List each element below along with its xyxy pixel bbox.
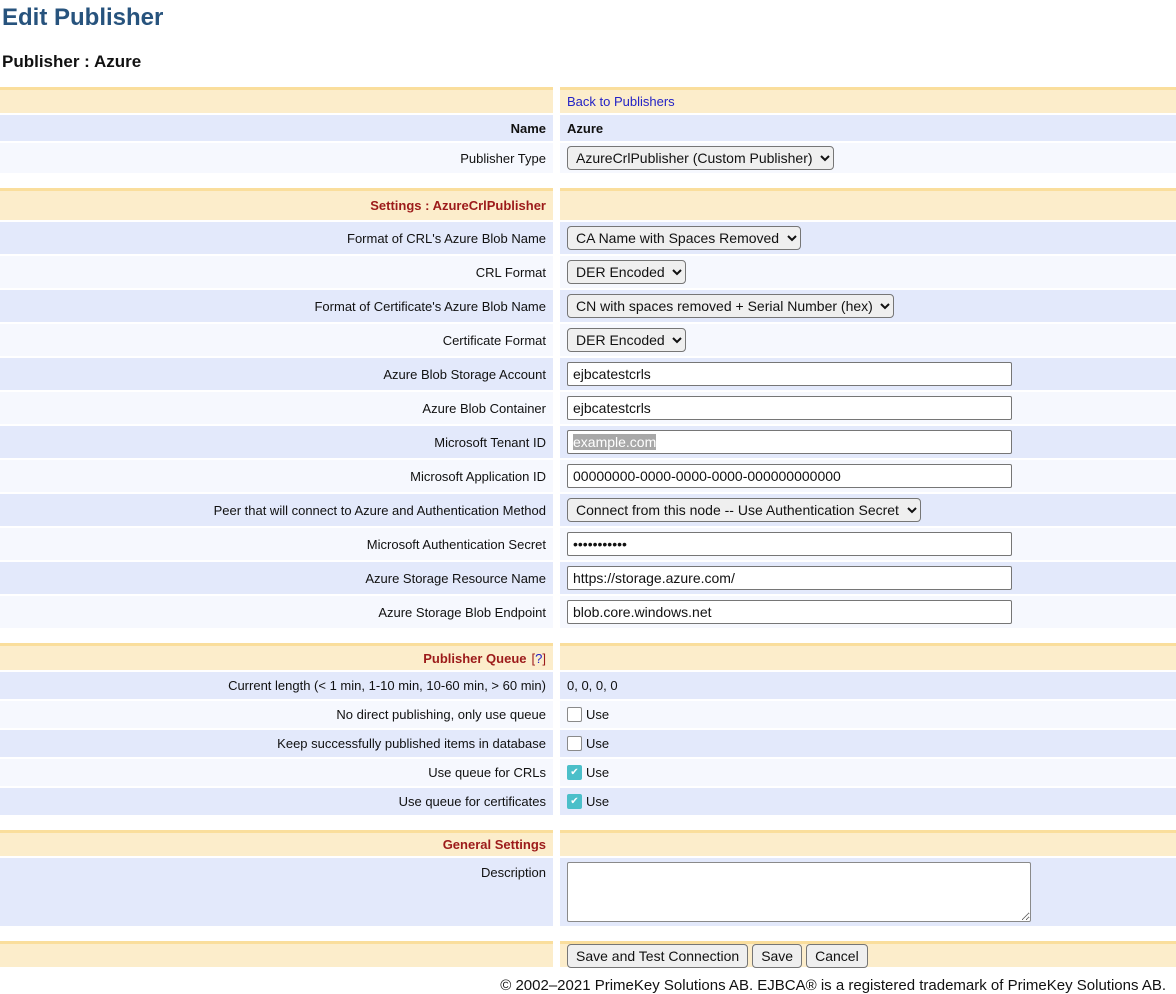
queue-certificates-use-label: Use (586, 794, 610, 809)
auth-secret-row (0, 528, 1176, 560)
publisher-type-select[interactable] (567, 146, 834, 170)
name-row (0, 115, 1176, 141)
crl-format-select[interactable] (567, 260, 686, 284)
cert-format-label: Certificate Format (0, 324, 553, 356)
crl-blob-name-row (0, 222, 1176, 254)
queue-certificates-row (0, 788, 1176, 815)
blob-endpoint-input[interactable] (567, 600, 1012, 624)
queue-crls-label: Use queue for CRLs (0, 759, 553, 786)
publisher-type-label: Publisher Type (0, 143, 553, 173)
description-row (0, 858, 1176, 926)
tenant-id-selected-text: example.com (573, 434, 657, 450)
cert-format-row (0, 324, 1176, 356)
actions-table (0, 941, 1176, 967)
queue-certificates-label: Use queue for certificates (0, 788, 553, 815)
keep-published-use-label: Use (586, 736, 610, 751)
general-settings-header: General Settings (0, 830, 553, 856)
publisher-type-row (0, 143, 1176, 173)
save-and-test-connection-button[interactable]: Save and Test Connection (567, 944, 748, 968)
blob-container-row (0, 392, 1176, 424)
auth-secret-input[interactable] (567, 532, 1012, 556)
publisher-subtitle: Publisher : Azure (2, 52, 142, 71)
storage-resource-input[interactable] (567, 566, 1012, 590)
queue-help-bracket-right: ] (542, 650, 546, 666)
blob-endpoint-row (0, 596, 1176, 628)
cert-blob-name-row (0, 290, 1176, 322)
cert-format-select[interactable] (567, 328, 686, 352)
general-header-row (0, 830, 1176, 856)
auth-secret-label: Microsoft Authentication Secret (0, 528, 553, 560)
application-id-label: Microsoft Application ID (0, 460, 553, 492)
keep-published-row (0, 730, 1176, 757)
keep-published-checkbox[interactable] (567, 736, 582, 751)
publisher-queue-table (0, 643, 1176, 815)
settings-table (0, 188, 1176, 628)
crl-blob-name-label: Format of CRL's Azure Blob Name (0, 222, 553, 254)
cert-blob-name-label: Format of Certificate's Azure Blob Name (0, 290, 553, 322)
only-queue-use-label: Use (586, 707, 610, 722)
queue-length-row (0, 672, 1176, 699)
queue-crls-checkbox[interactable] (567, 765, 582, 780)
description-label: Description (0, 858, 553, 926)
save-button[interactable]: Save (752, 944, 802, 968)
only-queue-row (0, 701, 1176, 728)
footer-copyright: © 2002–2021 PrimeKey Solutions AB. EJBCA® is a registered trademark of PrimeKey Solutions AB. (500, 977, 1166, 994)
publisher-info-table (0, 87, 1176, 173)
cert-blob-name-select[interactable] (567, 294, 894, 318)
back-to-publishers-link[interactable]: Back to Publishers (567, 94, 675, 109)
queue-header: Publisher Queue (423, 650, 527, 666)
storage-account-label: Azure Blob Storage Account (0, 358, 553, 390)
tenant-id-row (0, 426, 1176, 458)
queue-help-link[interactable]: ? (535, 650, 543, 666)
blob-endpoint-label: Azure Storage Blob Endpoint (0, 596, 553, 628)
only-queue-label: No direct publishing, only use queue (0, 701, 553, 728)
name-label: Name (0, 115, 553, 141)
only-queue-checkbox[interactable] (567, 707, 582, 722)
cancel-button[interactable]: Cancel (806, 944, 868, 968)
storage-account-input[interactable] (567, 362, 1012, 386)
application-id-row (0, 460, 1176, 492)
general-settings-table (0, 830, 1176, 926)
description-textarea[interactable] (567, 862, 1031, 922)
storage-account-row (0, 358, 1176, 390)
queue-length-label: Current length (< 1 min, 1-10 min, 10-60 min, > 60 min) (0, 672, 553, 699)
blob-container-label: Azure Blob Container (0, 392, 553, 424)
top-header-row (0, 87, 1176, 113)
blob-container-input[interactable] (567, 396, 1012, 420)
settings-header-row (0, 188, 1176, 220)
storage-resource-label: Azure Storage Resource Name (0, 562, 553, 594)
queue-crls-use-label: Use (586, 765, 610, 780)
peer-auth-method-label: Peer that will connect to Azure and Authentication Method (0, 494, 553, 526)
crl-blob-name-select[interactable] (567, 226, 801, 250)
peer-auth-method-row (0, 494, 1176, 526)
queue-crls-row (0, 759, 1176, 786)
application-id-input[interactable] (567, 464, 1012, 488)
settings-header: Settings : AzureCrlPublisher (0, 188, 553, 220)
tenant-id-input[interactable] (567, 430, 1012, 454)
queue-certificates-checkbox[interactable] (567, 794, 582, 809)
crl-format-label: CRL Format (0, 256, 553, 288)
tenant-id-label: Microsoft Tenant ID (0, 426, 553, 458)
actions-row (0, 941, 1176, 967)
keep-published-label: Keep successfully published items in database (0, 730, 553, 757)
storage-resource-row (0, 562, 1176, 594)
queue-length-value: 0, 0, 0, 0 (560, 672, 1176, 699)
name-value: Azure (560, 115, 1176, 141)
queue-help-bracket-left: [ (531, 650, 536, 666)
page-title: Edit Publisher (2, 4, 164, 31)
peer-auth-method-select[interactable] (567, 498, 921, 522)
crl-format-row (0, 256, 1176, 288)
queue-header-row (0, 643, 1176, 670)
